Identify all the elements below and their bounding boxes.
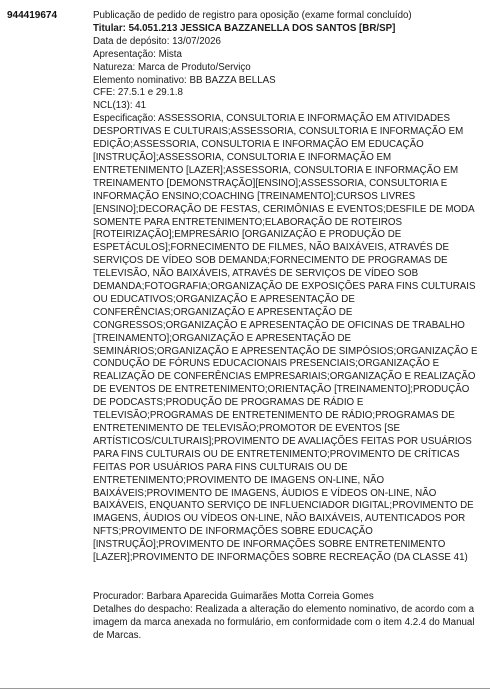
holder-title: Titular: 54.051.213 JESSICA BAZZANELLA DOS SANTOS [BR/SP] xyxy=(93,22,396,34)
process-number: 944419674 xyxy=(7,10,58,21)
ncl-class: NCL(13): 41 xyxy=(93,100,147,112)
bottom-divider xyxy=(0,688,490,689)
nature: Natureza: Marca de Produto/Serviço xyxy=(93,61,251,73)
dispatch-details: Detalhes do despacho: Realizada a alteração do elemento nominativo, de acordo com a imagem da marca anexada no formulário, em conformidade com o item 4.2.4 do Manual de Marcas. xyxy=(93,603,475,641)
cfe-code: CFE: 27.5.1 e 29.1.8 xyxy=(93,87,183,99)
presentation: Apresentação: Mista xyxy=(93,48,182,60)
deposit-date: Data de depósito: 13/07/2026 xyxy=(93,35,221,47)
status-line: Publicação de pedido de registro para oposição (exame formal concluído) xyxy=(93,10,412,21)
specification: Especificação: ASSESSORIA, CONSULTORIA E INFORMAÇÃO EM ATIVIDADES DESPORTIVAS E CULTURAIS;ASSESSORIA, CONSULTORIA E INFORMAÇÃO EM EDIÇÃO;ASSESSORIA, CONSULTORIA E INFORMAÇÃO EM EDUCAÇÃO [INSTRUÇÃO];ASSESSORIA, CONSULTORIA E INFORMAÇÃO EM ENTRETENIMENTO [LAZER];ASSESSORIA, CONSULTORIA E INFORMAÇÃO EM TREINAMENTO [DEMONSTRAÇÃO][ENSINO];ASSESSORIA, CONSULTORIA E INFORMAÇÃO ENSINO;COACHING [TREINAMENTO];CURSOS LIVRES [ENSINO];DECORAÇÃO DE FESTAS, CERIMÔNIAS E EVENTOS;DESFILE DE MODA SOMENTE PARA ENTRETENIMENTO;ELABORAÇÃO DE ROTEIROS [ROTEIRIZAÇÃO];EMPRESÁRIO [ORGANIZAÇÃO E PRODUÇÃO DE ESPETÁCULOS];FORNECIMENTO DE FILMES, NÃO BAIXÁVEIS, ATRAVÉS DE SERVIÇOS DE VÍDEO SOB DEMANDA;FORNECIMENTO DE PROGRAMAS DE TELEVISÃO, NÃO BAIXÁVEIS, ATRAVÉS DE SERVIÇOS DE VÍDEO SOB DEMANDA;FOTOGRAFIA;ORGANIZAÇÃO DE EXPOSIÇÕES PARA FINS CULTURAIS OU EDUCATIVOS;ORGANIZAÇÃO E APRESENTAÇÃO DE CONFERÊNCIAS;ORGANIZAÇÃO E APRESENTAÇÃO DE CONGRESSOS;ORGANIZAÇÃO E APRESENTAÇÃO DE OFICINAS DE TRABALHO [TREINAMENTO];ORGANIZAÇÃO E APRESENTAÇÃO DE SEMINÁRIOS;ORGANIZAÇÃO E APRESENTAÇÃO DE SIMPÓSIOS;ORGANIZAÇÃO E CONDUÇÃO DE FÓRUNS EDUCACIONAIS PRESENCIAIS;ORGANIZAÇÃO E REALIZAÇÃO DE CONFERÊNCIAS EMPRESARIAIS;ORGANIZAÇÃO E REALIZAÇÃO DE EVENTOS DE ENTRETENIMENTO;ORIENTAÇÃO [TREINAMENTO];PRODUÇÃO DE PODCASTS;PRODUÇÃO DE PROGRAMAS DE RÁDIO E TELEVISÃO;PROGRAMAS DE ENTRETENIMENTO DE RÁDIO;PROGRAMAS DE ENTRETENIMENTO DE TELEVISÃO;PROMOTOR DE EVENTOS [SE ARTÍSTICOS/CULTURAIS];PROVIMENTO DE AVALIAÇÕES FEITAS POR USUÁRIOS PARA FINS CULTURAIS OU DE ENTRETENIMENTO;PROVIMENTO DE CRÍTICAS FEITAS POR USUÁRIOS PARA FINS CULTURAIS OU DE ENTRETENIMENTO;PROVIMENTO DE IMAGENS ON-LINE, NÃO BAIXÁVEIS;PROVIMENTO DE IMAGENS, ÁUDIOS E VÍDEOS ON-LINE, NÃO BAIXÁVEIS, ENQUANTO SERVIÇO DE INFLUENCIADOR DIGITAL;PROVIMENTO DE IMAGENS, ÁUDIOS OU VÍDEOS ON-LINE, NÃO BAIXÁVEIS, AUTENTICADOS POR NFTS;PROVIMENTO DE INFORMAÇÕES SOBRE EDUCAÇÃO [INSTRUÇÃO];PROVIMENTO DE INFORMAÇÕES SOBRE ENTRETENIMENTO [LAZER];PROVIMENTO DE INFORMAÇÕES SOBRE RECREAÇÃO (DA CLASSE 41) xyxy=(93,113,478,564)
section-gap xyxy=(93,565,483,591)
attorney: Procurador: Barbara Aparecida Guimarães Motta Correia Gomes xyxy=(93,590,374,602)
nominative-element: Elemento nominativo: BB BAZZA BELLAS xyxy=(93,74,276,86)
record-content xyxy=(93,10,483,643)
